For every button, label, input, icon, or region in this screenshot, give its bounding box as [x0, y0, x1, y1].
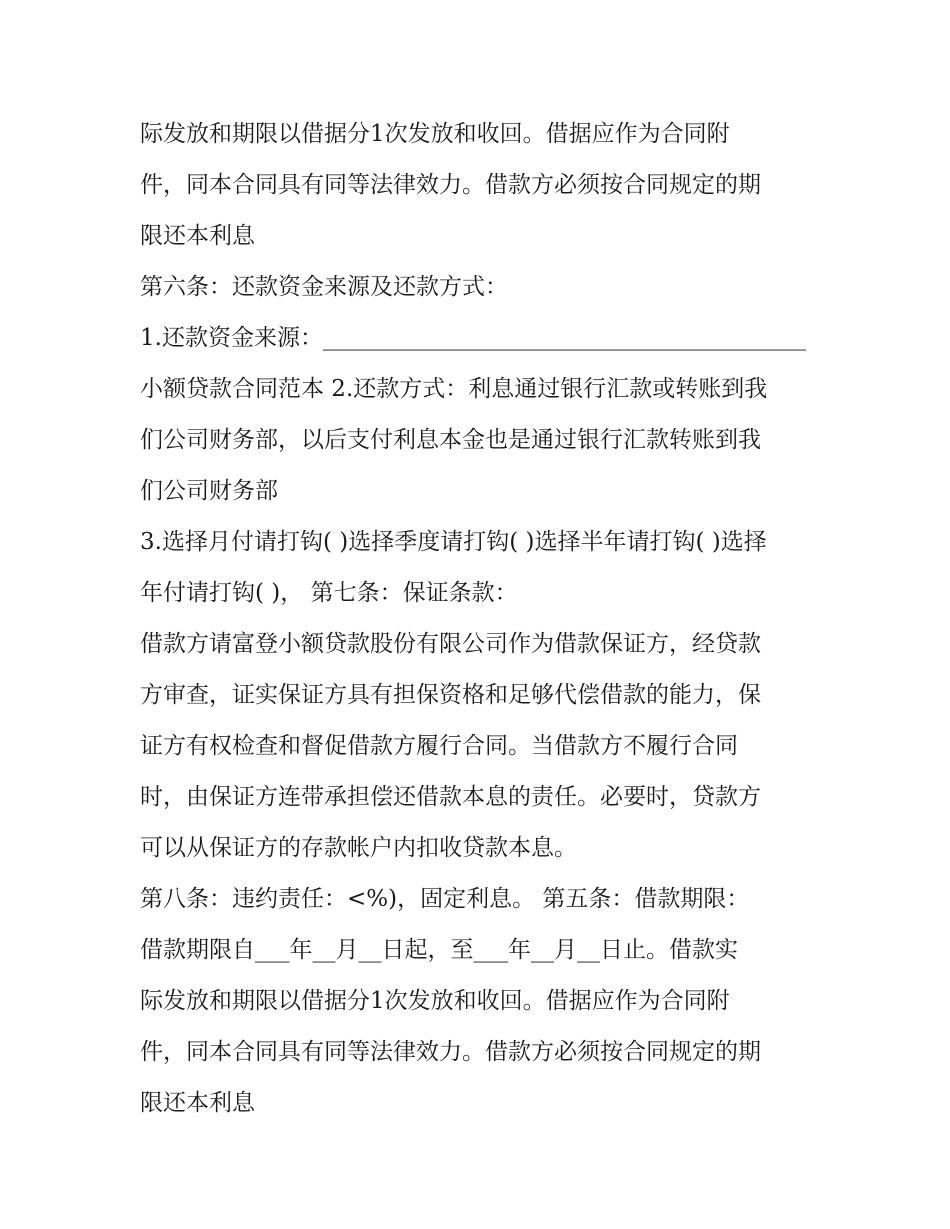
text-line: 方审查，证实保证方具有担保资格和足够代偿借款的能力，保 — [140, 682, 761, 708]
section-heading-article-6: 第六条：还款资金来源及还款方式： — [140, 274, 508, 300]
text-line: 借款方请富登小额贷款股份有限公司作为借款保证方，经贷款 — [140, 631, 761, 657]
text-line: 证方有权检查和督促借款方履行合同。当借款方不履行合同 — [140, 733, 738, 759]
loan-term-line: 借款期限自___年__月__日起，至___年__月__日止。借款实 — [140, 937, 738, 963]
repayment-source-line: 1.还款资金来源：__________________________________________ — [140, 325, 806, 351]
text-line: 际发放和期限以借据分1次发放和收回。借据应作为合同附 — [140, 988, 730, 1014]
text-line: 限还本利息 — [140, 1090, 255, 1116]
text-line: 件，同本合同具有同等法律效力。借款方必须按合同规定的期 — [140, 172, 761, 198]
text-line: 可以从保证方的存款帐户内扣收贷款本息。 — [140, 835, 577, 861]
payment-option-line: 年付请打钩( )， 第七条：保证条款： — [140, 580, 518, 606]
document-body — [140, 109, 820, 1129]
section-heading-article-8: 第八条：违约责任：<%)，固定利息。 第五条：借款期限： — [140, 886, 750, 912]
text-line: 小额贷款合同范本 2.还款方式：利息通过银行汇款或转账到我 — [140, 376, 768, 402]
text-line: 时，由保证方连带承担偿还借款本息的责任。必要时，贷款方 — [140, 784, 761, 810]
text-line: 件，同本合同具有同等法律效力。借款方必须按合同规定的期 — [140, 1039, 761, 1065]
text-line: 们公司财务部，以后支付利息本金也是通过银行汇款转账到我 — [140, 427, 761, 453]
text-line: 们公司财务部 — [140, 478, 278, 504]
text-line: 限还本利息 — [140, 223, 255, 249]
text-line: 际发放和期限以借据分1次发放和收回。借据应作为合同附 — [140, 121, 730, 147]
payment-option-line: 3.选择月付请打钩( )选择季度请打钩( )选择半年请打钩( )选择 — [140, 529, 767, 555]
